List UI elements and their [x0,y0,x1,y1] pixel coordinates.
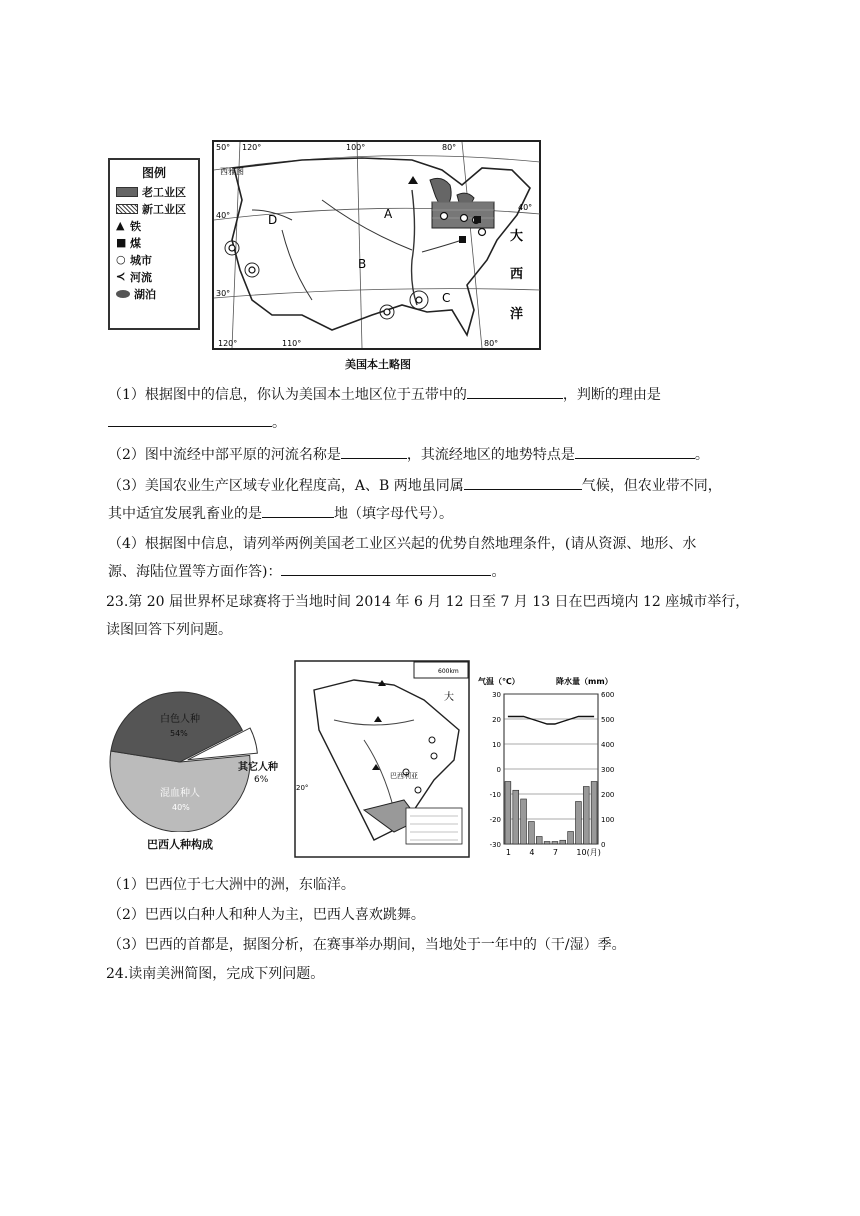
map-scale: 600km [438,668,459,675]
city-label-seattle: 西雅图 [220,167,244,176]
precip-bar [560,840,566,844]
lat-label-50: 50° [216,143,231,152]
pie-pct-mixed: 40% [172,803,190,812]
q23-intro-cont: 读图回答下列问题。 [106,622,232,638]
q22-part4-cont: 源、海陆位置等方面作答)： 。 [108,560,758,584]
temp-tick-label: -10 [489,791,501,799]
circle-icon: ○ [116,253,126,266]
new-industrial-swatch [116,204,138,214]
month-tick-label: 1 [505,848,512,857]
answer-blank[interactable] [464,475,582,490]
map-legend [108,158,200,330]
answer-blank[interactable] [108,412,272,427]
precip-bar [521,799,527,844]
temp-tick-label: 30 [492,691,501,699]
q22-part2: （2）图中流经中部平原的河流名称是 ，其流经地区的地势特点是 。 [108,443,758,467]
precip-bar [529,822,535,845]
pie-caption: 巴西人种构成 [147,838,213,851]
legend-item-iron: ▲ 铁 [116,219,141,233]
precip-bar [583,787,589,845]
lake-icon [116,290,130,298]
capital-label: 巴西利亚 [390,772,418,780]
answer-blank[interactable] [575,444,695,459]
usa-map [212,140,542,352]
temp-tick-label: 0 [496,766,501,774]
temp-tick-label: -30 [489,841,501,849]
legend-item-city: ○ 城市 [116,253,152,267]
ocean-char-2: 西 [510,267,524,282]
legend-item-coal: ■ 煤 [116,236,141,250]
ocean-char-3: 洋 [510,307,524,322]
precip-bar [536,837,542,845]
temp-tick-label: 10 [492,741,501,749]
lat-label-30: 30° [216,289,231,298]
precip-bar [544,842,550,845]
q23-sub1: （1）巴西位于七大洲中的洲，东临洋。 [108,877,355,893]
triangle-icon: ▲ [116,219,125,232]
month-tick-label: 4 [529,848,535,857]
precip-bar [568,832,574,845]
precip-bar [513,790,519,844]
lon-label-bottom-80: 80° [484,339,499,348]
precip-tick-label: 600 [601,691,615,699]
legend-item-lake: 湖泊 [116,285,192,302]
legend-item-new-industrial: 新工业区 [116,200,192,217]
temperature-line [508,717,594,725]
legend-item-river: ≺ 河流 [116,270,152,284]
climate-chart [476,672,626,864]
q22-part1-cont: 。 [108,411,758,435]
old-industrial-swatch [116,187,138,197]
region-label-c: C [442,291,451,305]
q22-part3: （3）美国农业生产区域专业化程度高，A、B 两地虽同属 气候，但农业带不同， [108,474,758,498]
square-icon: ■ [116,236,127,249]
q23-sub3: （3）巴西的首都是，据图分析，在赛事举办期间，当地处于一年中的（干/湿）季。 [108,937,626,953]
q23-sub2: （2）巴西以白种人和种人为主，巴西人喜欢跳舞。 [108,907,425,923]
lat-label-20: 20° [296,784,309,792]
usa-map-caption: 美国本土略图 [345,358,411,371]
lat-label-40: 40° [216,211,231,220]
lon-label-top-100: 100° [346,143,366,152]
pie-label-other: 其它人种 [238,762,278,773]
q22-part1: （1）根据图中的信息，你认为美国本土地区位于五带中的 ，判断的理由是 [108,383,758,407]
usa-map-figure [108,138,548,370]
q22-part3-cont: 其中适宜发展乳畜业的是 地（填字母代号）。 [108,502,758,526]
pie-label-mixed: 混血种人 [160,788,200,799]
month-tick-label: 10(月) [576,848,601,857]
region-label-b: B [358,257,367,271]
precip-tick-label: 300 [601,766,615,774]
ocean-label: 大 [444,692,454,703]
answer-blank[interactable] [281,561,491,576]
precip-bar [591,782,597,845]
answer-blank[interactable] [262,503,334,518]
river-icon: ≺ [116,270,126,283]
precip-bar [576,802,582,845]
pie-pct-other: 6% [254,775,269,785]
region-label-d: D [268,213,278,227]
legend-title: 图例 [141,166,166,180]
q23-intro: 23.第 20 届世界杯足球赛将于当地时间 2014 年 6 月 12 日至 7 月 13 日在巴西境内 12 座城市举行， [106,594,750,610]
pie-label-white: 白色人种 [160,714,200,725]
precip-bar [505,782,511,845]
race-pie-chart [108,672,288,832]
month-tick-label: 7 [552,848,559,857]
lon-label-bottom-110: 110° [282,339,302,348]
q22-part4: （4）根据图中信息，请列举两例美国老工业区兴起的优势自然地理条件，(请从资源、地形、水 [108,536,697,552]
pie-pct-white: 54% [170,729,188,738]
brazil-map [294,660,470,858]
precip-tick-label: 0 [601,841,606,849]
temp-tick-label: 20 [492,716,501,724]
answer-blank[interactable] [341,444,407,459]
lat-label-right-40: 40° [518,203,533,212]
precip-tick-label: 100 [601,816,615,824]
climate-ylabel-right: 降水量（mm） [556,677,613,686]
q24-text: 24.读南美洲简图，完成下列问题。 [106,966,325,982]
temp-tick-label: -20 [489,816,501,824]
ocean-char-1: 大 [510,229,524,244]
precip-tick-label: 500 [601,716,615,724]
lon-label-top-80: 80° [442,143,457,152]
region-label-a: A [384,207,393,221]
legend-item-old-industrial: 老工业区 [116,183,192,200]
precip-bar [552,842,558,845]
lon-label-bottom-120: 120° [218,339,238,348]
answer-blank[interactable] [467,384,563,399]
climate-ylabel-left: 气温（℃） [478,677,520,686]
precip-tick-label: 400 [601,741,615,749]
precip-tick-label: 200 [601,791,615,799]
lon-label-top-120: 120° [242,143,262,152]
